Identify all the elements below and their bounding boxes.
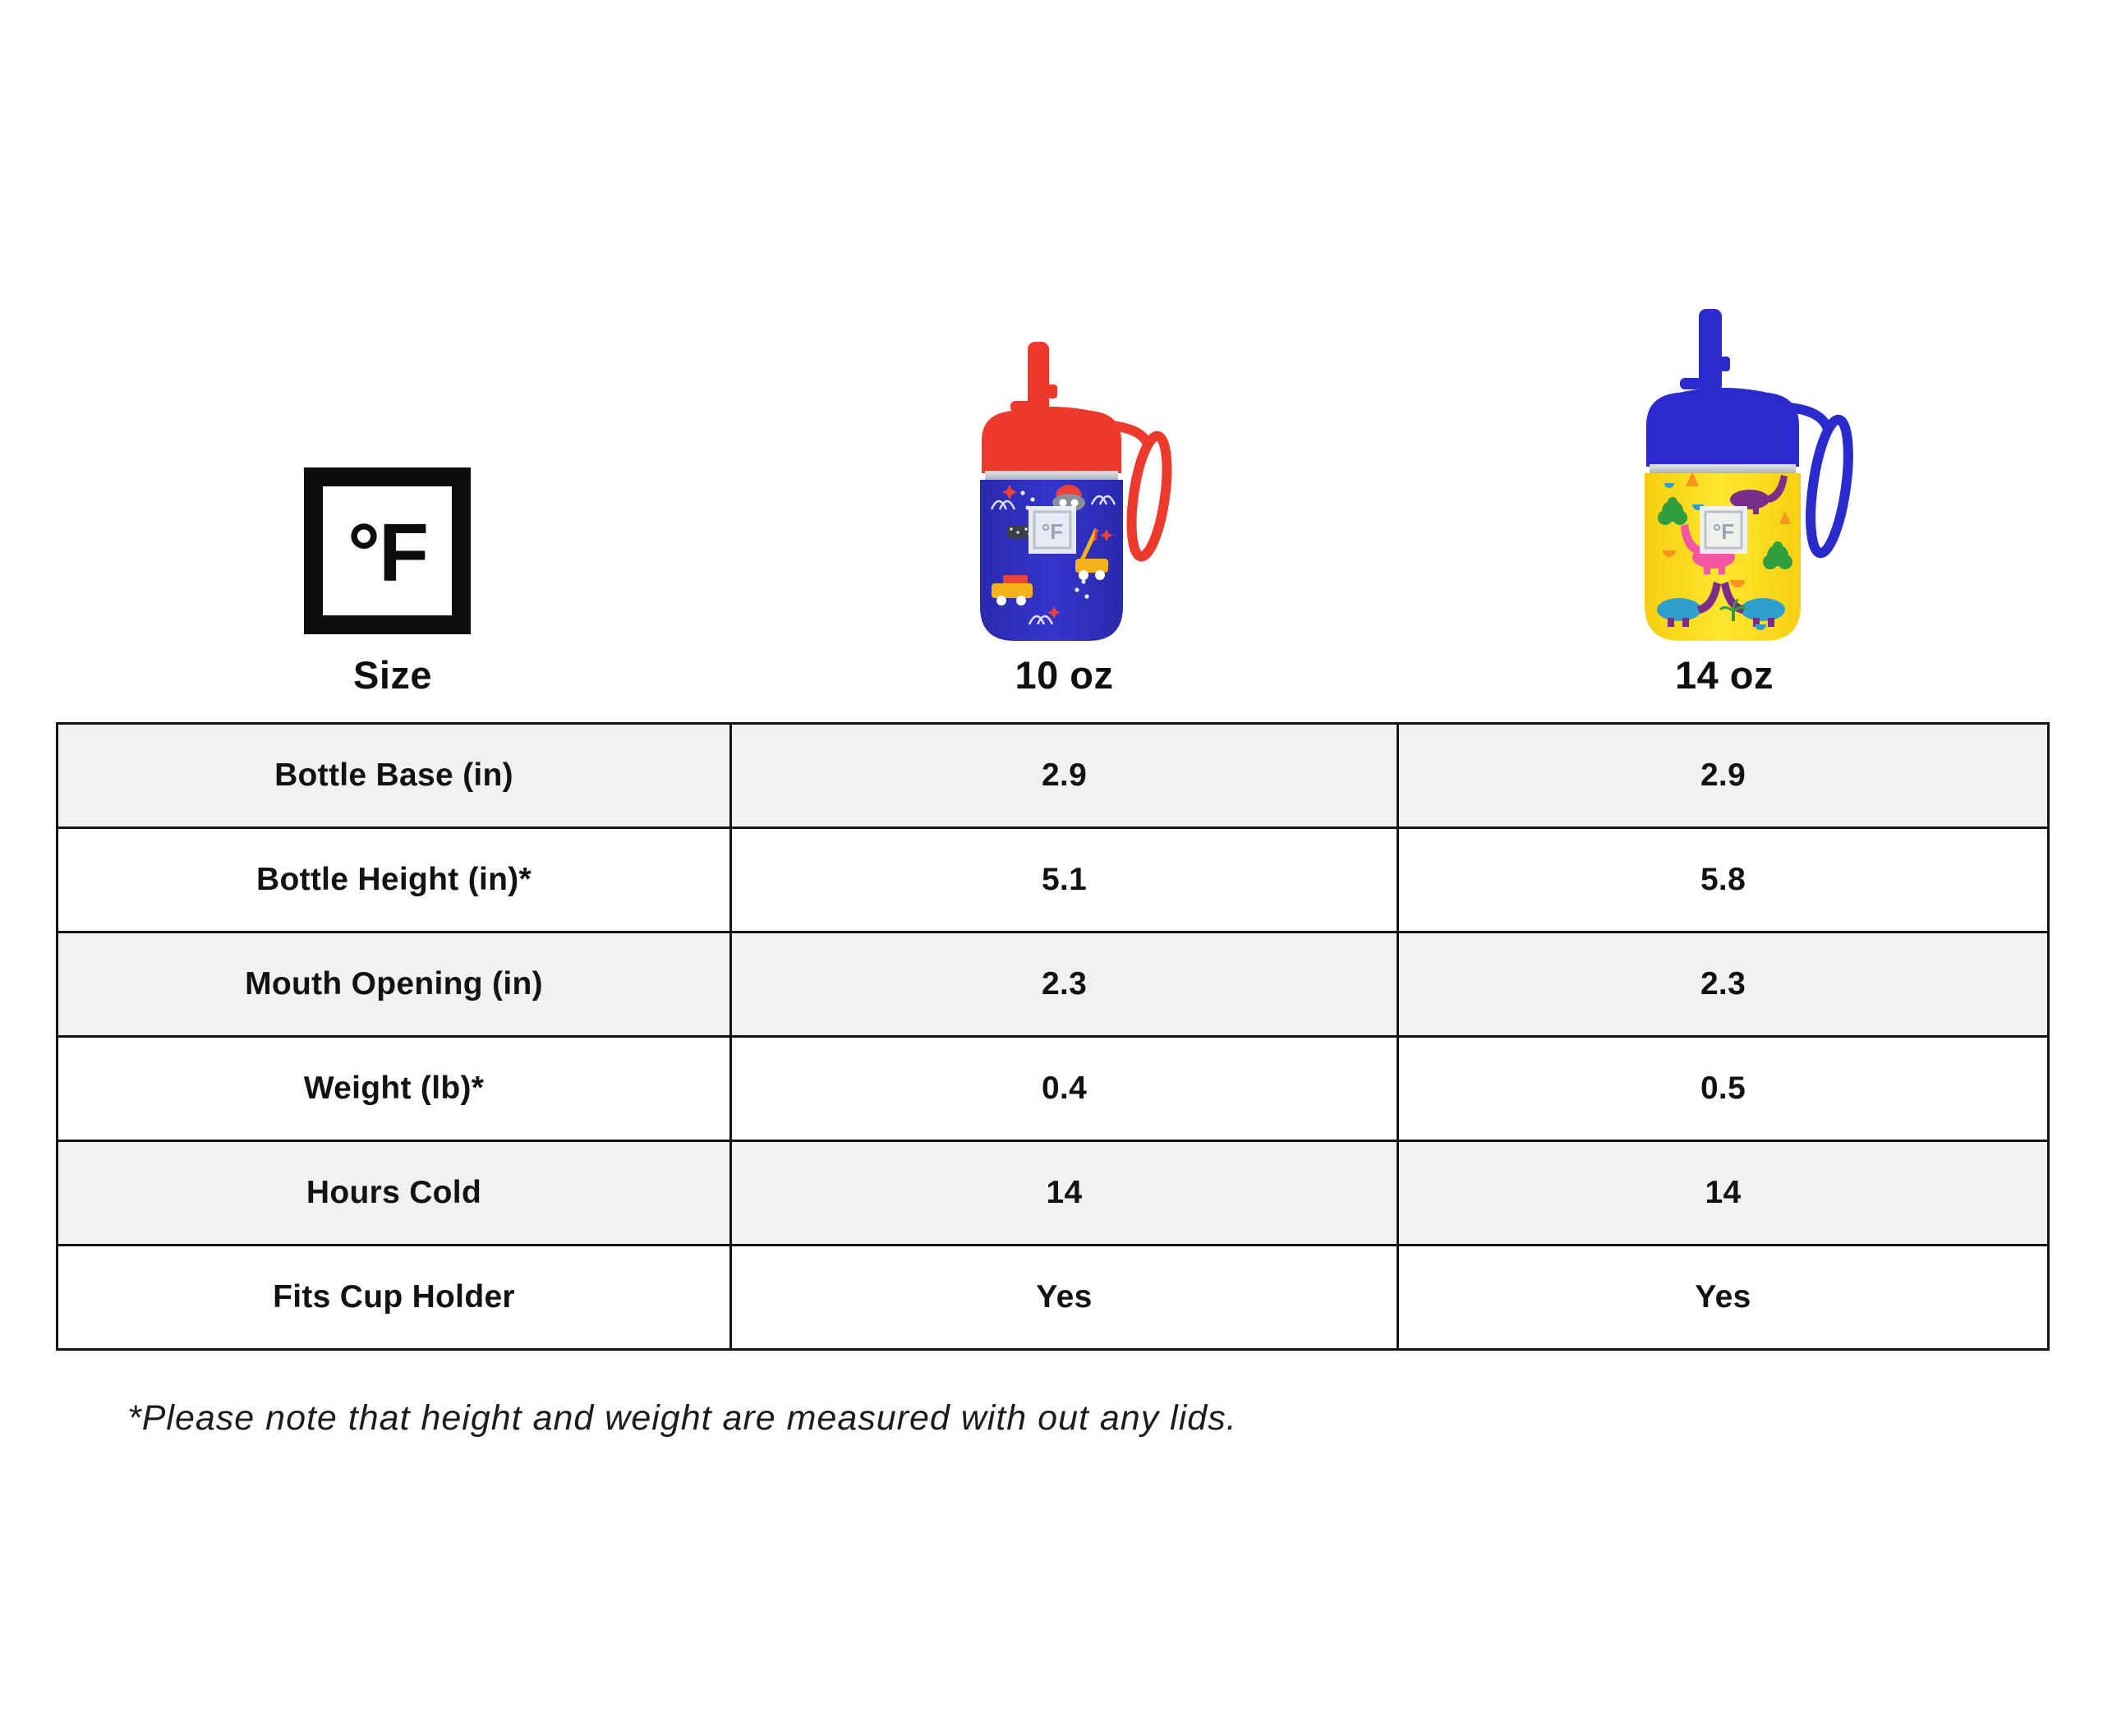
spec-value-10oz: Yes — [729, 1246, 1397, 1348]
table-row — [58, 725, 2047, 827]
spec-row-label: Weight (lb)* — [303, 1071, 485, 1106]
degrees-f-logo — [304, 467, 471, 634]
product-10oz-label: 10 oz — [1015, 652, 1114, 697]
bottle-10oz-image — [931, 335, 1202, 647]
bottle-14oz-image — [1594, 304, 1873, 649]
size-column-header: Size — [352, 652, 433, 697]
table-row — [58, 1140, 2047, 1244]
degrees-f-logo-glyph: °F — [347, 506, 428, 599]
straw — [1680, 309, 1730, 393]
table-row — [58, 827, 2047, 931]
spec-value-10oz: 14 — [729, 1142, 1397, 1244]
product-14oz-label: 14 oz — [1674, 652, 1774, 697]
spec-value-14oz: 0.5 — [1397, 1038, 2047, 1140]
steel-band — [985, 471, 1118, 481]
spec-value-10oz: 0.4 — [729, 1038, 1397, 1140]
spec-row-label: Bottle Base (in) — [274, 757, 513, 793]
straw — [1010, 342, 1057, 417]
svg-text:°F: °F — [1712, 519, 1735, 544]
spec-row-label: Bottle Height (in)* — [256, 862, 532, 897]
spec-row-label: Fits Cup Holder — [273, 1279, 515, 1315]
spec-value-14oz: 2.9 — [1397, 725, 2047, 827]
spec-value-10oz: 2.3 — [729, 933, 1397, 1035]
spec-value-14oz: 2.3 — [1397, 933, 2047, 1035]
svg-text:°F: °F — [1041, 519, 1064, 544]
spec-value-10oz: 2.9 — [729, 725, 1397, 827]
steel-band — [1650, 464, 1796, 474]
bottle-10oz-illustration — [931, 335, 1202, 647]
spec-row-label: Mouth Opening (in) — [245, 966, 543, 1002]
spec-value-14oz: Yes — [1397, 1246, 2047, 1348]
bottle-14oz-illustration — [1594, 304, 1873, 649]
table-row — [58, 1244, 2047, 1348]
table-row — [58, 931, 2047, 1035]
spec-comparison-table — [56, 722, 2050, 1351]
body-logo — [1028, 506, 1076, 554]
table-row — [58, 1035, 2047, 1140]
spec-value-10oz: 5.1 — [729, 829, 1397, 931]
spec-value-14oz: 5.8 — [1397, 829, 2047, 931]
spec-row-label: Hours Cold — [306, 1175, 482, 1210]
measurement-footnote: *Please note that height and weight are measured with out any lids. — [127, 1398, 1237, 1438]
body-logo — [1700, 506, 1747, 554]
spec-value-14oz: 14 — [1397, 1142, 2047, 1244]
